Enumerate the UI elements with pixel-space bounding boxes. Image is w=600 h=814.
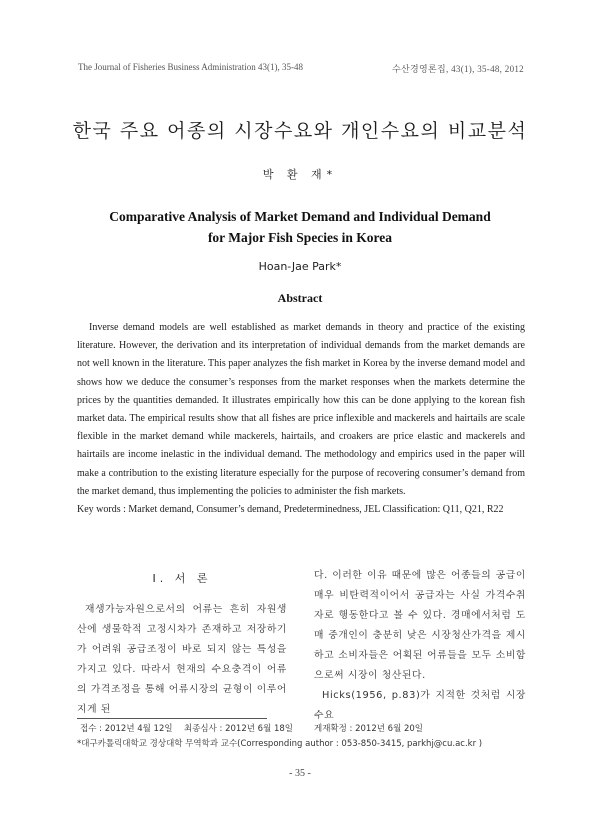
footnote-divider	[77, 718, 267, 719]
section-heading-introduction: Ⅰ. 서 론	[152, 572, 212, 585]
paper-title-english-line2: for Major Fish Species in Korea	[207, 230, 393, 245]
author-name-english: Hoan-Jae Park*	[258, 260, 342, 273]
paper-title-english	[0, 206, 600, 248]
body-paragraph: 다. 이러한 이유 때문에 많은 어종들의 공급이 매우 비탄력적이어서 공급자는 사실 가격수취자로 행동한다고 볼 수 있다. 경매에서처럼 도매 중개인이 충분히 낮은 시장청산가격을 제시하고 소비자들은 어획된 어류들을 모두 소비함으로써 시장이 청산된다.	[314, 570, 526, 681]
paper-title-english-line1: Comparative Analysis of Market Demand and Individual Demand	[109, 209, 491, 224]
abstract-text: Inverse demand models are well established as market demands in theory and practice of the existing literature. However, the derivation and its interpretation of individual demands from the market demands are not well known in the literature. This paper analyzes the fish market in Korea by the inverse demand model and shows how we deduce the consumer’s responses from the market responses when the markets determine the prices by the quantities demanded. It illustrates empirically how this can be done applying to the korean fish market data. The empirical results show that all fishes are price inflexible and mackerels and hairtails are scale flexible in the market demand while mackerels, hairtails, and croakers are price elastic and mackerels and hairtails are income inelastic in the individual demand. The methodology and empirics used in the paper will make a contribution to the existing literature especially for the purpose of recovering consumer’s demand from the market demand, thus implementing the policies to administer the fish markets.	[77, 322, 525, 497]
body-column-right	[314, 566, 526, 726]
body-paragraph: 재생가능자원으로서의 어류는 흔히 자원생산에 생물학적 고정시차가 존재하고 저장하기가 어려워 공급조정이 바로 되지 않는 특성을 가지고 있다. 따라서 현재의 수요충격이 어류의 가격조정을 통해 어류시장의 균형이 이루어지게 된	[77, 604, 287, 715]
reviewed-date: 최종심사 : 2012년 6월 18일	[184, 724, 294, 734]
received-date: 접수 : 2012년 4월 12일	[80, 724, 173, 734]
page-number: - 35 -	[289, 768, 311, 779]
author-name-korean: 박 환 재*	[262, 168, 338, 181]
journal-header-korean: 수산경영론집, 43(1), 35-48, 2012	[392, 64, 524, 74]
journal-header-english: The Journal of Fisheries Business Administration 43(1), 35-48	[78, 62, 303, 72]
body-column-left	[77, 570, 287, 720]
author-affiliation-footnote: *대구카톨릭대학교 경상대학 무역학과 교수(Corresponding author : 053-850-3415, parkhj@cu.ac.kr )	[77, 739, 483, 749]
accepted-date: 게재확정 : 2012년 6월 20일	[314, 724, 424, 734]
body-paragraph: Hicks(1956, p.83)가 지적한 것처럼 시장수요	[314, 690, 526, 721]
keywords: Key words : Market demand, Consumer’s demand, Predeterminedness, JEL Classification: Q11, Q21, R22	[77, 504, 504, 515]
submission-dates	[80, 722, 526, 734]
abstract-heading: Abstract	[277, 291, 323, 305]
paper-title-korean: 한국 주요 어종의 시장수요와 개인수요의 비교분석	[72, 120, 528, 142]
